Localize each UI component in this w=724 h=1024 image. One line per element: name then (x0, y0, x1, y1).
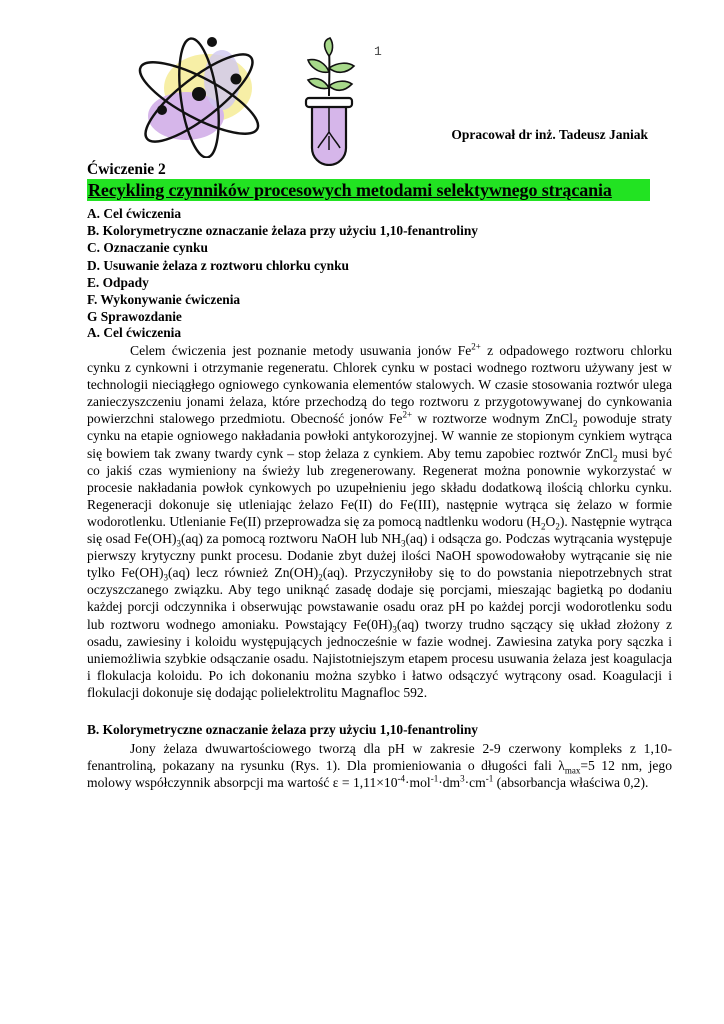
toc-item: G Sprawozdanie (87, 309, 182, 325)
section-b-paragraph: Jony żelaza dwuwartościowego tworzą dla pH w zakresie 2-9 czerwony kompleks z 1,10-fenantroliną, pokazany na rysunku (Rys. 1). Dla promieniowania o długości fali $\lambda_{max}=5$ 12 nm, jego molowy współczynnik absorpcji ma wartość $\varepsilon = 1,11\times 10^{-4}\cdot mol^{-1}\cdot dm^3\cdot cm^{-1}$ (absorbancja właściwa 0,2). (87, 741, 672, 791)
section-b-heading: B. Kolorymetryczne oznaczanie żelaza przy użyciu 1,10-fenantroliny (87, 722, 478, 737)
toc-item: C. Oznaczanie cynku (87, 240, 208, 256)
toc-item: E. Odpady (87, 274, 149, 290)
exercise-title: Recykling czynników procesowych metodami selektywnego strącania (88, 180, 612, 200)
toc-item: A. Cel ćwiczenia (87, 206, 182, 221)
toc-item: B. Kolorymetryczne oznaczanie żelaza przy użyciu 1,10-fenantroliny (87, 223, 478, 239)
plant-test-tube-icon (298, 36, 360, 166)
toc-item: F. Wykonywanie ćwiczenia (87, 292, 241, 308)
section-a-paragraph: Celem ćwiczenia jest poznanie metody usuwania jonów $Fe^{2+}$ z odpadowego roztworu chlorku cynku z cynkowni i otrzymanie regeneratu. Chlorek cynku w postaci wodnego roztworu używany jest w technologii nieciągłego ogniowego cynkowania elementów stalowych. W czasie stosowania roztwór ulega zanieczyszczeniu jonami żelaza, które przechodzą do tego roztworu z przygotowywanej do cynkowania powierzchni stalowego przedmiotu. Obecność jonów $Fe^{2+}$ w roztworze wodnym ZnCl$_2$ powoduje straty cynku na etapie ogniowego nakładania powłoki antykorozyjnej. W wannie ze stopionym cynkiem wytrąca się bowiem tak zwany twardy cynk – stop żelaza z cynkiem. Aby temu zapobiec roztwór ZnCl$_2$ musi być co jakiś czas wymieniony na świeży lub zregenerowany. Regenerat można ponownie wykorzystać w procesie nakładania powłok cynkowych po uzupełnieniu jego składu dodatkową ilością chlorku cynku. Regeneracji dokonuje się utleniając żelazo Fe(II) do Fe(III), następnie wytrąca się żelazo w formie wodorotlenku. Utlenianie Fe(II) przeprowadza się za pomocą nadtlenku wodoru $(H_2O_2)$. Następnie wytrąca się osad $Fe(OH)_3(aq)$ za pomocą roztworu NaOH lub $NH_3(aq)$ i odsącza go. Podczas wytrącania występuje pierwszy krytyczny punkt procesu. Dodanie zbyt dużej ilości NaOH spowodowałoby wytrącanie się nie tylko $Fe(OH)_3(aq)$ lecz również $Zn(OH)_2(aq)$. Przyczyniłoby się to do powstania niepotrzebnych strat oczyszczanego związku. Aby tego uniknąć zasadę dodaje się porcjami, mieszając bagietką po dodaniu każdej porcji odczynnika i obserwując powstawanie osadu oraz pH po każdej porcji wodorotlenku sodu lub roztworu wodnego amoniaku. Powstający $Fe(0H)_3(aq)$ tworzy trudno sączący się układ złożony z osadu, zawiesiny i koloidu występujących jednocześnie w fazie wodnej. Zawiesina zatyka pory sączka i uniemożliwia szybkie odsączanie osadu. Najistotniejszym etapem procesu usuwania żelaza jest koagulacja i flokulacja koloidu. Po ich dokonaniu można szybko i łatwo odsączyć wytrącony osad. Koagulacji i flokulacji dokonuje się dodając polielektrolitu Magnafloc 592. (87, 341, 673, 700)
page-number: 1 (374, 44, 382, 59)
exercise-number: Ćwiczenie 2 (87, 161, 166, 178)
atom-icon (128, 32, 270, 158)
toc-item: D. Usuwanie żelaza z roztworu chlorku cynku (87, 257, 349, 273)
section-a-heading: A. Cel ćwiczenia (87, 325, 182, 340)
author-line: Opracował dr inż. Tadeusz Janiak (451, 127, 648, 142)
table-of-contents (87, 205, 478, 325)
